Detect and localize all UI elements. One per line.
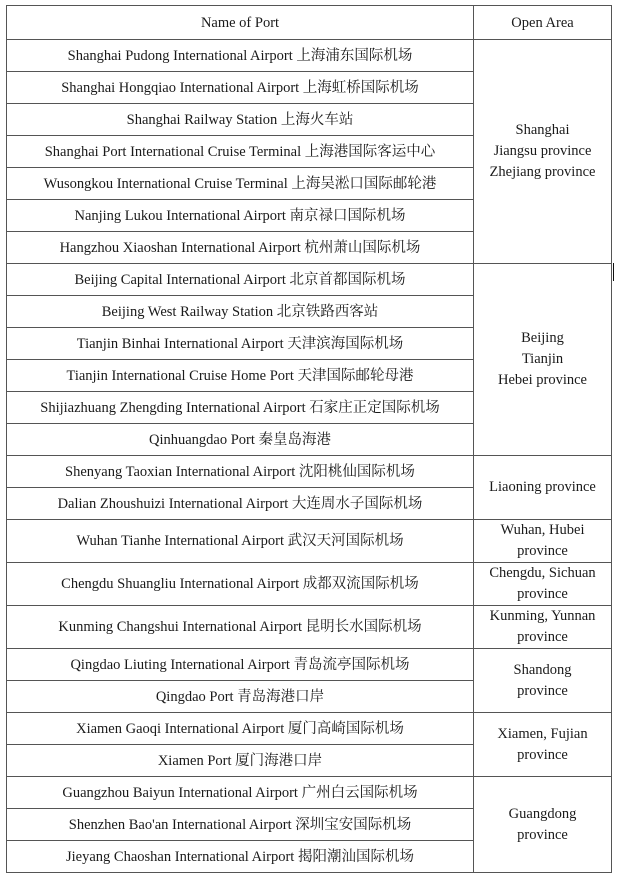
- port-name-cell: Xiamen Port 厦门海港口岸: [7, 745, 474, 777]
- open-area-line: Tianjin: [521, 351, 564, 367]
- open-area-line: Guangdong: [508, 805, 577, 822]
- port-name-cell: Wuhan Tianhe International Airport 武汉天河国际机场: [7, 520, 474, 563]
- open-area-cell: [474, 606, 612, 649]
- port-name-cell: Qingdao Liuting International Airport 青岛流亭国际机场: [7, 649, 474, 681]
- open-area-cell: [474, 649, 612, 713]
- port-name-cell: Nanjing Lukou International Airport 南京禄口国际机场: [7, 200, 474, 232]
- open-area-line: Beijing: [521, 330, 564, 346]
- port-name-cell: Shanghai Railway Station 上海火车站: [7, 104, 474, 136]
- open-area-cell: [474, 777, 612, 873]
- open-area-cell: [474, 520, 612, 563]
- open-area-line: Jiangsu province: [493, 143, 592, 159]
- open-area-cell: [474, 713, 612, 777]
- port-name-cell: Dalian Zhoushuizi International Airport 大连周水子国际机场: [7, 488, 474, 520]
- table-row: [7, 456, 612, 488]
- open-area-line: Wuhan, Hubei: [500, 522, 585, 538]
- table-row: [7, 520, 612, 563]
- table-row: [7, 649, 612, 681]
- open-area-line: province: [517, 826, 568, 843]
- port-name-cell: Shanghai Pudong International Airport 上海浦东国际机场: [7, 40, 474, 72]
- port-name-cell: Tianjin International Cruise Home Port 天津国际邮轮母港: [7, 360, 474, 392]
- port-name-cell: Beijing West Railway Station 北京铁路西客站: [7, 296, 474, 328]
- open-area-header: Open Area: [474, 6, 612, 40]
- open-area-line: Liaoning province: [489, 479, 596, 495]
- open-area-line: province: [517, 746, 568, 763]
- port-name-cell: Chengdu Shuangliu International Airport 成都双流国际机场: [7, 563, 474, 606]
- open-area-line: Zhejiang province: [489, 164, 596, 180]
- port-name-cell: Shanghai Port International Cruise Terminal 上海港国际客运中心: [7, 136, 474, 168]
- port-name-cell: Wusongkou International Cruise Terminal 上海吴淞口国际邮轮港: [7, 168, 474, 200]
- open-area-cell: [474, 456, 612, 520]
- ports-table: [6, 5, 612, 873]
- open-area-line: Kunming, Yunnan: [489, 608, 596, 624]
- table-row: [7, 264, 612, 296]
- port-name-cell: Guangzhou Baiyun International Airport 广州白云国际机场: [7, 777, 474, 809]
- port-name-cell: Kunming Changshui International Airport 昆明长水国际机场: [7, 606, 474, 649]
- open-area-line: province: [517, 682, 568, 699]
- open-area-line: Xiamen, Fujian: [497, 725, 588, 742]
- port-name-cell: Qingdao Port 青岛海港口岸: [7, 681, 474, 713]
- port-name-cell: Shenyang Taoxian International Airport 沈阳桃仙国际机场: [7, 456, 474, 488]
- text-cursor: [613, 263, 614, 281]
- open-area-cell: [474, 563, 612, 606]
- port-name-cell: Shijiazhuang Zhengding International Airport 石家庄正定国际机场: [7, 392, 474, 424]
- table-row: [7, 563, 612, 606]
- table-row: [7, 40, 612, 72]
- open-area-line: province: [517, 543, 568, 559]
- open-area-line: Hebei province: [498, 372, 587, 388]
- open-area-line: province: [517, 629, 568, 645]
- port-name-header: Name of Port: [7, 6, 474, 40]
- open-area-line: Shanghai: [515, 122, 570, 138]
- table-row: [7, 713, 612, 745]
- table-row: [7, 606, 612, 649]
- port-name-cell: Xiamen Gaoqi International Airport 厦门高崎国际机场: [7, 713, 474, 745]
- open-area-line: Shandong: [513, 661, 572, 678]
- port-name-cell: Beijing Capital International Airport 北京首都国际机场: [7, 264, 474, 296]
- open-area-line: Chengdu, Sichuan: [489, 565, 596, 581]
- port-name-cell: Shenzhen Bao'an International Airport 深圳宝安国际机场: [7, 809, 474, 841]
- open-area-cell: [474, 264, 612, 456]
- port-name-cell: Qinhuangdao Port 秦皇岛海港: [7, 424, 474, 456]
- port-name-cell: Jieyang Chaoshan International Airport 揭阳潮汕国际机场: [7, 841, 474, 873]
- open-area-cell: [474, 40, 612, 264]
- header-row: [7, 6, 612, 40]
- ports-table-body: [7, 40, 612, 873]
- open-area-line: province: [517, 586, 568, 602]
- port-name-cell: Tianjin Binhai International Airport 天津滨海国际机场: [7, 328, 474, 360]
- port-name-cell: Shanghai Hongqiao International Airport 上海虹桥国际机场: [7, 72, 474, 104]
- port-name-cell: Hangzhou Xiaoshan International Airport 杭州萧山国际机场: [7, 232, 474, 264]
- table-row: [7, 777, 612, 809]
